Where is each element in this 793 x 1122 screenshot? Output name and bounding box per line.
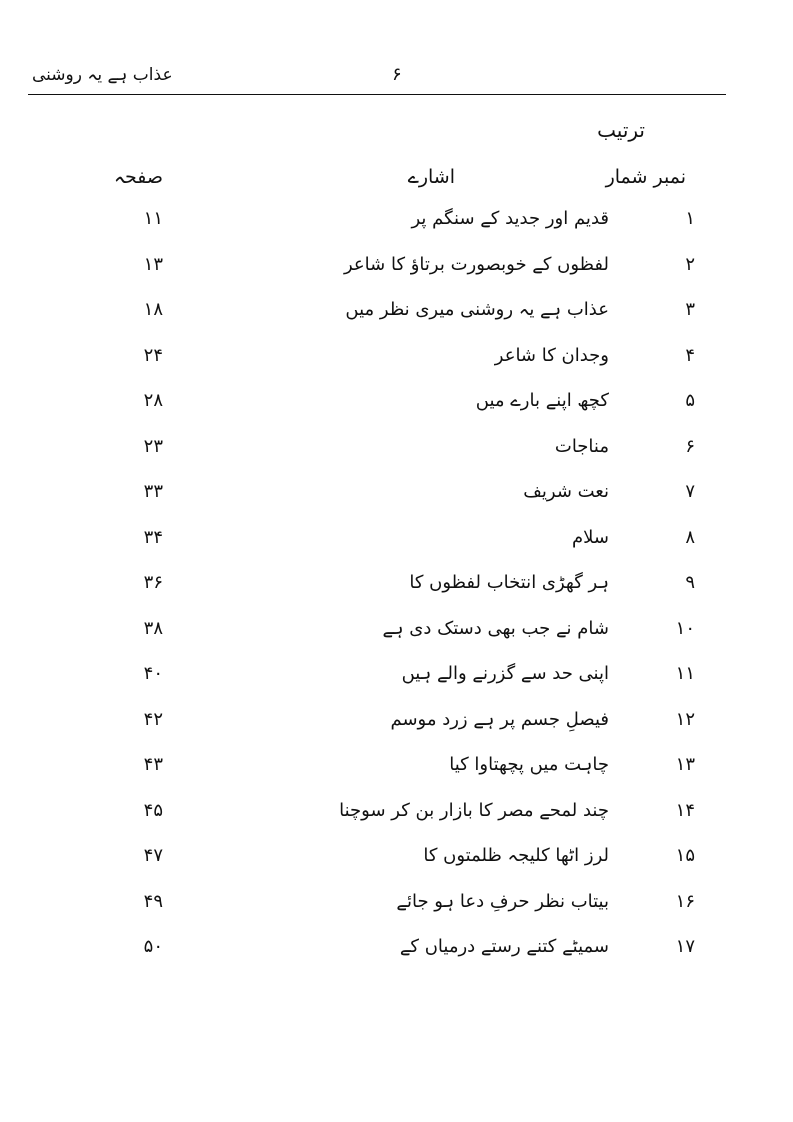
entry-number: ۱۳ — [675, 754, 695, 775]
entry-number: ۸ — [685, 526, 695, 548]
entry-number: ۹ — [685, 572, 695, 593]
toc-entry — [0, 883, 793, 929]
entry-title: ہر گھڑی انتخاب لفظوں کا — [409, 572, 609, 593]
entry-number: ۱۶ — [675, 890, 695, 912]
entry-number: ۱۱ — [675, 663, 695, 684]
entry-page: ۴۳ — [143, 754, 163, 775]
toc-entry — [0, 519, 793, 565]
entry-number: ۵ — [685, 390, 695, 411]
entry-page: ۴۵ — [143, 799, 163, 821]
entry-page: ۵۰ — [143, 936, 163, 957]
entry-number: ۳ — [685, 299, 695, 320]
entry-title: شام نے جب بھی دستک دی ہے — [382, 617, 609, 639]
toc-entry — [0, 928, 793, 974]
column-header-title: اشارے — [407, 166, 455, 188]
entry-number: ۱۷ — [675, 936, 695, 957]
column-header-number: نمبر شمار — [605, 166, 686, 188]
entry-title: اپنی حد سے گزرنے والے ہیں — [401, 663, 609, 684]
toc-entry — [0, 382, 793, 428]
toc-entry — [0, 428, 793, 474]
entry-page: ۲۳ — [143, 435, 163, 457]
toc-entry — [0, 337, 793, 383]
entry-page: ۳۴ — [143, 526, 163, 548]
entry-title: سمیٹے کتنے رستے درمیاں کے — [399, 936, 609, 957]
entry-number: ۱۲ — [675, 708, 695, 730]
entry-page: ۲۸ — [143, 390, 163, 411]
toc-entry — [0, 746, 793, 792]
toc-entry — [0, 610, 793, 656]
entry-number: ۱۵ — [675, 845, 695, 866]
entry-page: ۴۹ — [143, 890, 163, 912]
toc-entry — [0, 473, 793, 519]
book-title: عذاب ہے یہ روشنی — [32, 65, 173, 85]
entry-page: ۲۴ — [143, 344, 163, 366]
page-number: ۶ — [392, 64, 402, 85]
entry-page: ۴۲ — [143, 708, 163, 730]
entry-page: ۳۸ — [143, 617, 163, 639]
toc-entry — [0, 200, 793, 246]
toc-entry — [0, 291, 793, 337]
entry-title: مناجات — [554, 435, 609, 457]
entry-title: چند لمحے مصر کا بازار بن کر سوچنا — [339, 799, 609, 821]
entry-title: سلام — [572, 526, 609, 548]
entry-title: بیتاب نظر حرفِ دعا ہو جائے — [396, 890, 609, 912]
entry-page: ۱۳ — [143, 253, 163, 275]
entry-title: عذاب ہے یہ روشنی میری نظر میں — [345, 299, 609, 320]
toc-entry — [0, 246, 793, 292]
entry-page: ۱۱ — [143, 208, 163, 229]
entry-title: وجدان کا شاعر — [494, 344, 609, 366]
entry-title: لرز اٹھا کلیجہ ظلمتوں کا — [423, 845, 609, 866]
entry-title: فیصلِ جسم پر ہے زرد موسم — [390, 708, 609, 730]
entry-title: چاہت میں پچھتاوا کیا — [449, 754, 609, 775]
entry-page: ۴۷ — [143, 845, 163, 866]
entry-number: ۲ — [685, 253, 695, 275]
entry-number: ۱ — [685, 208, 695, 229]
entry-number: ۷ — [685, 481, 695, 502]
entry-title: نعت شریف — [523, 481, 609, 502]
toc-entry — [0, 564, 793, 610]
toc-heading: ترتیب — [597, 118, 645, 142]
entry-page: ۴۰ — [143, 663, 163, 684]
entry-title: کچھ اپنے بارے میں — [475, 390, 609, 411]
entry-number: ۶ — [685, 435, 695, 457]
entry-number: ۴ — [685, 344, 695, 366]
toc-entry — [0, 701, 793, 747]
entry-number: ۱۰ — [675, 617, 695, 639]
entry-page: ۳۶ — [143, 572, 163, 593]
entry-title: قدیم اور جدید کے سنگم پر — [411, 208, 609, 229]
entry-page: ۳۳ — [143, 481, 163, 502]
toc-entry — [0, 792, 793, 838]
column-header-page: صفحہ — [113, 166, 163, 188]
running-header — [28, 64, 726, 95]
entry-page: ۱۸ — [143, 299, 163, 320]
toc-list — [0, 200, 793, 974]
entry-title: لفظوں کے خوبصورت برتاؤ کا شاعر — [344, 253, 609, 275]
toc-entry — [0, 655, 793, 701]
entry-number: ۱۴ — [675, 799, 695, 821]
toc-entry — [0, 837, 793, 883]
